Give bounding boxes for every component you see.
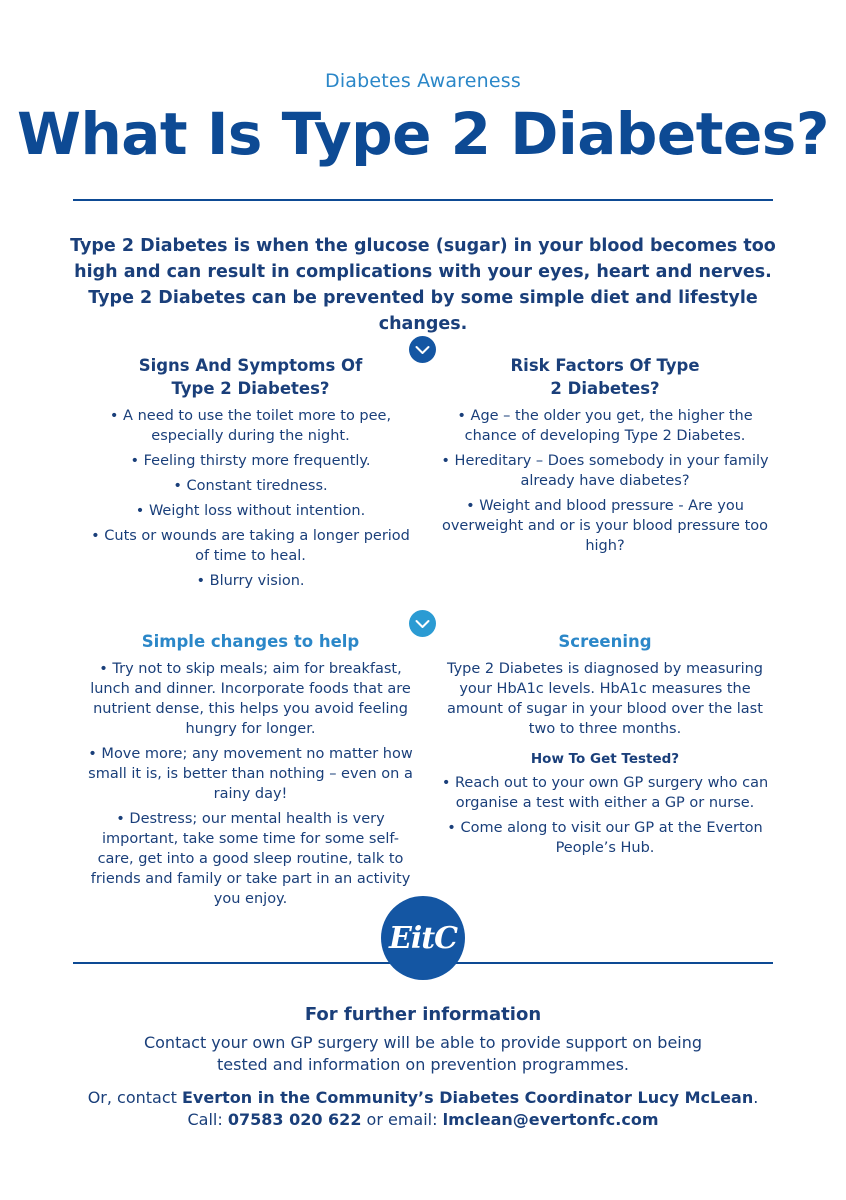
list-item: • Feeling thirsty more frequently. — [130, 453, 371, 469]
list-item: • Come along to visit our GP at the Everton People’s Hub. — [447, 820, 763, 856]
risks-heading-line1: Risk Factors Of Type — [510, 356, 700, 375]
screening-subheading: How To Get Tested? — [530, 751, 680, 767]
risks-heading-line2: 2 Diabetes? — [550, 379, 660, 398]
list-item: • A need to use the toilet more to pee, especially during the night. — [109, 408, 392, 444]
email-label: or email: — [361, 1110, 443, 1129]
call-label: Call: — [187, 1110, 228, 1129]
screening-list — [440, 773, 770, 858]
signs-list — [88, 406, 413, 591]
changes-section — [88, 630, 413, 914]
list-item: • Try not to skip meals; aim for breakfast, lunch and dinner. Incorporate foods that are nutrient dense, this helps you avoid feeling hungry for longer. — [90, 661, 411, 737]
contact-line — [80, 1087, 766, 1109]
changes-heading: Simple changes to help — [141, 632, 360, 651]
list-item: • Age – the older you get, the higher the chance of developing Type 2 Diabetes. — [457, 408, 753, 444]
contact-suffix: . — [753, 1088, 759, 1107]
list-item: • Hereditary – Does somebody in your family already have diabetes? — [441, 453, 769, 489]
changes-list — [88, 659, 413, 909]
risks-heading — [440, 354, 770, 400]
list-item: • Weight loss without intention. — [135, 503, 366, 519]
list-item: • Cuts or wounds are taking a longer period of time to heal. — [91, 528, 410, 564]
signs-heading-line2: Type 2 Diabetes? — [171, 379, 330, 398]
logo-text: EitC — [389, 920, 457, 956]
list-item: • Destress; our mental health is very important, take some time for some self-care, get into a good sleep routine, talk to friends and family or take part in an activity you enjoy. — [90, 811, 411, 907]
signs-heading-line1: Signs And Symptoms Of — [138, 356, 363, 375]
list-item: • Reach out to your own GP surgery who can organise a test with either a GP or nurse. — [441, 775, 769, 811]
contact-prefix: Or, contact — [87, 1088, 182, 1107]
screening-section — [440, 630, 770, 863]
screening-text: Type 2 Diabetes is diagnosed by measuring your HbA1c levels. HbA1c measures the amount of sugar in your blood over the last two to three months. — [446, 661, 764, 737]
chevron-down-icon — [409, 336, 436, 363]
screening-heading: Screening — [558, 632, 652, 651]
footer-heading: For further information — [304, 1004, 542, 1025]
signs-heading — [88, 354, 413, 400]
chevron-down-icon — [409, 610, 436, 637]
risks-section — [440, 354, 770, 561]
contact-name: Everton in the Community’s Diabetes Coordinator Lucy McLean — [182, 1088, 754, 1107]
signs-section — [88, 354, 413, 596]
phone-number[interactable]: 07583 020 622 — [227, 1110, 362, 1129]
page-title: What Is Type 2 Diabetes? — [17, 100, 829, 168]
top-divider — [73, 199, 773, 201]
list-item: • Constant tiredness. — [173, 478, 328, 494]
list-item: • Move more; any movement no matter how small it is, is better than nothing – even on a rainy day! — [88, 746, 413, 802]
intro-text: Type 2 Diabetes is when the glucose (sugar) in your blood becomes too high and can result in complications with your eyes, heart and nerves. Type 2 Diabetes can be prevented by some simple diet and lifestyle changes. — [70, 236, 776, 334]
footer-heading-wrap — [80, 1004, 766, 1025]
risks-list — [440, 406, 770, 556]
email-link[interactable]: lmclean@evertonfc.com — [442, 1110, 659, 1129]
footer-text-wrap — [130, 1032, 716, 1076]
footer-contact — [80, 1087, 766, 1131]
eitc-logo — [381, 896, 465, 980]
footer-text: Contact your own GP surgery will be able to provide support on being tested and information on prevention programmes. — [143, 1033, 703, 1074]
list-item: • Weight and blood pressure - Are you overweight and or is your blood pressure too high? — [441, 498, 769, 554]
list-item: • Blurry vision. — [196, 573, 305, 589]
call-line — [80, 1109, 766, 1131]
kicker: Diabetes Awareness — [324, 70, 521, 92]
